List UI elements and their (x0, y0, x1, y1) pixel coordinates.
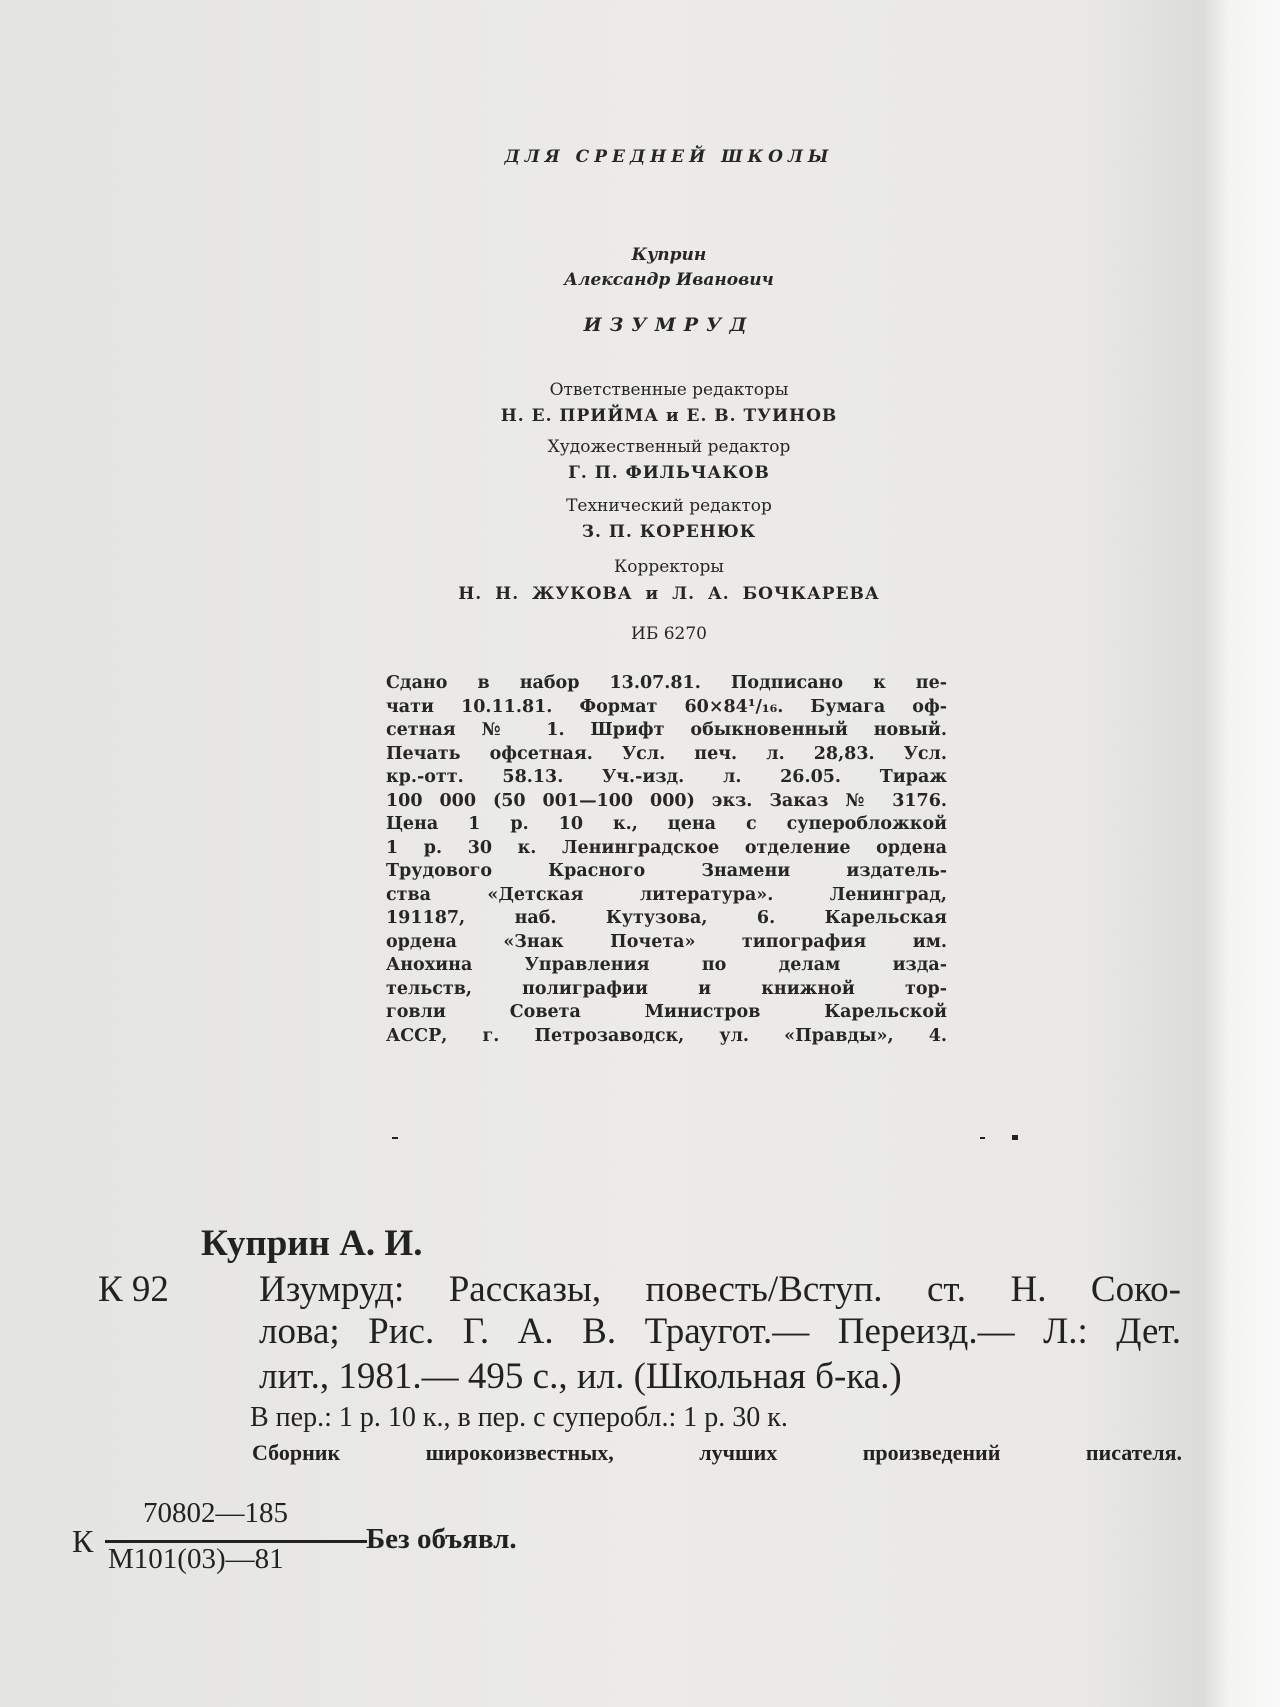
catalog-description-line: Изумруд: Рассказы, повесть/Вступ. ст. Н. Соко- (259, 1269, 1181, 1310)
imprint-block (386, 672, 947, 1048)
credit-names: Н. Н. ЖУКОВА и Л. А. БОЧКАРЕВА (458, 584, 880, 604)
imprint-line: 191187, наб. Кутузова, 6. Карельская (386, 908, 947, 928)
author-name: Александр Иванович (564, 270, 774, 290)
imprint-line: сетная № 1. Шрифт обыкновенный новый. (386, 720, 947, 740)
credit-names: Г. П. ФИЛЬЧАКОВ (568, 463, 770, 483)
catalog-description-line: лова; Рис. Г. А. В. Траугот.— Переизд.— Л.: Дет. (259, 1311, 1181, 1352)
imprint-line: 1 р. 30 к. Ленинградское отделение ордена (386, 837, 947, 858)
imprint-line: тельств, полиграфии и книжной тор- (386, 978, 947, 999)
catalog-annotation: Сборник широкоизвестных, лучших произведений писателя. (252, 1440, 1182, 1465)
imprint-line: АССР, г. Петрозаводск, ул. «Правды», 4. (386, 1025, 947, 1046)
imprint-line: Трудового Красного Знамени издатель- (386, 861, 947, 881)
book-title: ИЗУМРУД (583, 314, 755, 336)
code-numerator: 70802—185 (143, 1497, 288, 1529)
print-mark (1012, 1135, 1018, 1140)
credit-role: Корректоры (614, 557, 724, 577)
print-mark (980, 1137, 985, 1139)
imprint-line: Анохина Управления по делам изда- (386, 955, 947, 975)
author-surname: Куприн (631, 245, 707, 265)
code-letter: К (72, 1523, 94, 1559)
series-label: ДЛЯ СРЕДНЕЙ ШКОЛЫ (504, 147, 834, 167)
imprint-line: говли Совета Министров Карельской (386, 1002, 947, 1022)
credit-role: Технический редактор (566, 496, 772, 516)
ib-number: ИБ 6270 (631, 624, 707, 644)
imprint-line: ордена «Знак Почета» типография им. (386, 931, 947, 952)
imprint-line: чати 10.11.81. Формат 60×84¹/₁₆. Бумага оф- (386, 696, 947, 717)
catalog-index: К 92 (98, 1269, 169, 1310)
imprint-line: Печать офсетная. Усл. печ. л. 28,83. Усл. (386, 743, 947, 764)
imprint-line: Цена 1 р. 10 к., цена с суперобложкой (386, 814, 947, 834)
catalog-description-line: лит., 1981.— 495 с., ил. (Школьная б-ка.) (259, 1356, 902, 1397)
print-mark (392, 1137, 398, 1139)
catalog-heading: Куприн А. И. (201, 1223, 423, 1264)
imprint-line: кр.-отт. 58.13. Уч.-изд. л. 26.05. Тираж (386, 767, 947, 787)
no-ad-label: Без объявл. (366, 1523, 517, 1555)
credit-role: Ответственные редакторы (549, 380, 789, 400)
catalog-price: В пер.: 1 р. 10 к., в пер. с суперобл.: 1 р. 30 к. (250, 1402, 788, 1433)
credit-names: З. П. КОРЕНЮК (581, 522, 757, 542)
code-denominator: М101(03)—81 (108, 1543, 284, 1575)
imprint-line: Сдано в набор 13.07.81. Подписано к пе- (386, 673, 947, 693)
imprint-line: 100 000 (50 001—100 000) экз. Заказ № 3176. (386, 790, 947, 811)
credit-names: Н. Е. ПРИЙМА и Е. В. ТУИНОВ (500, 406, 838, 426)
credit-role: Художественный редактор (547, 437, 791, 457)
imprint-line: ства «Детская литература». Ленинград, (386, 884, 947, 905)
